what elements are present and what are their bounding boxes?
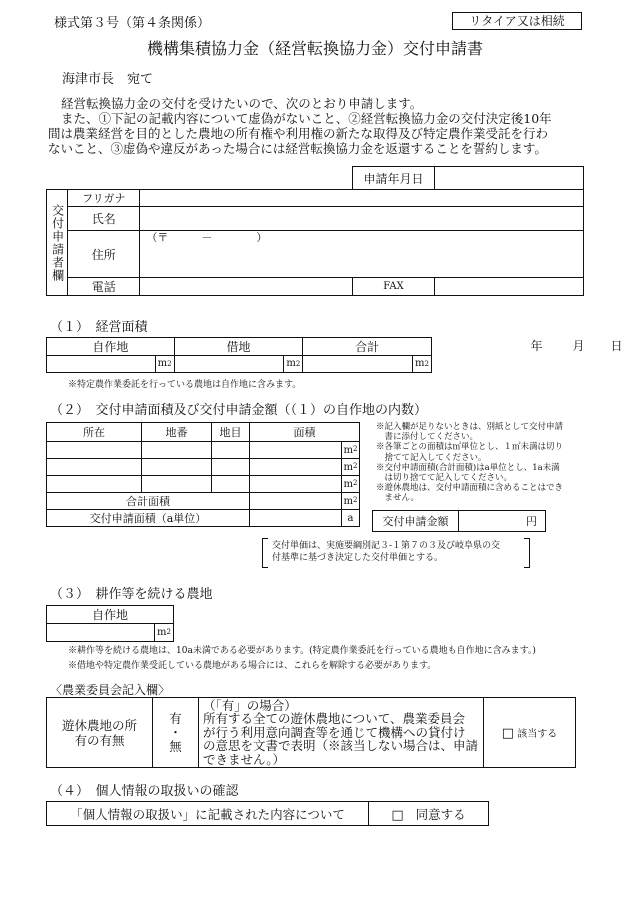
agree-checkbox[interactable]: [369, 802, 489, 826]
unit-text: m: [343, 444, 353, 456]
col-owned: 自作地: [47, 338, 175, 356]
note-line: ※記入欄が足りないときは、別紙として交付申請: [376, 422, 564, 432]
form-number: 様式第３号（第４条関係）: [54, 16, 211, 31]
unit-text: m: [286, 358, 296, 369]
owned-area-field[interactable]: [47, 356, 175, 373]
yes-no-select[interactable]: [153, 698, 199, 768]
desc-line: が行う利用意向調査等を通じて機構への貸付け: [203, 724, 466, 740]
postal-code-field[interactable]: （〒 － ）: [140, 231, 584, 244]
committee-title: 〈農業委員会記入欄〉: [50, 683, 171, 697]
unit-text: m: [343, 495, 353, 507]
applies-label: 該当する: [517, 728, 558, 740]
area-cell[interactable]: [250, 442, 342, 459]
address-label: 住所: [68, 231, 140, 278]
col-lot: 地番: [142, 423, 212, 442]
year-label: 年: [530, 338, 543, 353]
unit-cell: $m^2$: [342, 442, 360, 459]
unit-cell: $m^2$: [342, 459, 360, 476]
privacy-table: [46, 801, 489, 826]
location-cell[interactable]: [47, 459, 142, 476]
name-label: 氏名: [68, 207, 140, 231]
note-line: ※各筆ごとの面積は㎡単位とし、１㎡未満は切り: [376, 442, 564, 453]
continue-area-field[interactable]: [47, 624, 174, 642]
fax-label: FAX: [352, 278, 435, 296]
area-table: [46, 337, 432, 373]
amount-table: [372, 510, 546, 532]
section4-title: （４） 個人情報の取扱いの確認: [50, 784, 239, 799]
unit-text: m: [415, 358, 425, 369]
day-label: 日: [610, 338, 623, 353]
privacy-text: 「個人情報の取扱い」に記載された内容について: [47, 802, 369, 826]
desc-line: できません。）: [203, 751, 286, 767]
desc-line: （「有」の場合）: [203, 697, 297, 713]
land-type-cell[interactable]: [212, 476, 250, 493]
separator-dot: ・: [169, 724, 182, 740]
col-owned: 自作地: [47, 606, 174, 624]
idle-land-label: [47, 698, 153, 768]
area-cell[interactable]: [250, 476, 342, 493]
land-type-cell[interactable]: [212, 442, 250, 459]
rate-note-line: 交付単価は、実施要綱別記３-１第７の３及び岐阜県の交: [272, 541, 501, 551]
furigana-field[interactable]: [140, 190, 584, 207]
yes-option[interactable]: 有: [169, 710, 182, 726]
phone-label: 電話: [68, 278, 140, 296]
col-land-type: 地目: [212, 423, 250, 442]
desc-line: の意思を文書で表明（※該当しない場合は、申請: [203, 738, 479, 754]
total-area-field[interactable]: [250, 493, 342, 510]
date-label: 申請年月日: [352, 167, 435, 190]
leased-area-field[interactable]: [174, 356, 303, 373]
page-title: 機構集積協力金（経営転換協力金）交付申請書: [146, 39, 483, 58]
rate-note-bracket: [262, 538, 530, 566]
unit-text: m: [157, 358, 168, 369]
fax-field[interactable]: [435, 278, 584, 296]
col-total: 合計: [303, 338, 432, 356]
unit-cell: $m^2$: [283, 356, 302, 372]
col-location: 所在: [47, 423, 142, 442]
checkbox-icon[interactable]: □: [391, 807, 404, 823]
section2-notes: [376, 422, 563, 504]
phone-field[interactable]: [140, 278, 352, 296]
unit-text: m: [157, 627, 167, 638]
no-option[interactable]: 無: [169, 738, 182, 754]
month-label: 月: [572, 338, 585, 353]
idle-land-description: [199, 698, 484, 768]
intro-text: [48, 96, 552, 156]
side-label-text: 交付申請者欄: [50, 203, 65, 282]
note-line: 書に添付してください。: [376, 432, 479, 443]
note-line: ※耕作等を続ける農地は、10a未満である必要があります。(特定農作業委託を行っている農地も自作地に含みます。): [68, 646, 536, 656]
rate-note-line: 付基準に基づき決定した交付単価とする。: [272, 553, 444, 563]
note-line: ※交付申請面積(合計面積)はa単位とし、1a未満: [376, 462, 560, 473]
agree-label: 同意する: [415, 806, 466, 822]
unit-cell: $m^2$: [155, 356, 174, 372]
table-row: [47, 459, 360, 476]
lot-cell[interactable]: [142, 476, 212, 493]
location-cell[interactable]: [47, 442, 142, 459]
name-field[interactable]: [140, 207, 584, 231]
unit-a: a: [342, 510, 360, 527]
retire-box: リタイア又は相続: [452, 12, 582, 30]
note-line: は切り捨てて記入してください。: [376, 473, 513, 484]
amount-label: 交付申請金額: [373, 511, 459, 532]
rate-note: [272, 540, 500, 564]
furigana-label: フリガナ: [68, 190, 140, 207]
bracket-left: [262, 538, 268, 568]
parcel-table: [46, 422, 360, 527]
note-line: ※借地や特定農作業受託している農地がある場合には、これらを解除する必要があります。: [68, 661, 437, 671]
total-area-field[interactable]: [303, 356, 432, 373]
area-cell[interactable]: [250, 459, 342, 476]
table-row: [47, 442, 360, 459]
apply-area-label: 交付申請面積（a単位）: [47, 510, 250, 527]
unit-text: m: [343, 478, 353, 490]
desc-line: 所有する全ての遊休農地について、農業委員会: [203, 711, 466, 727]
committee-table: [46, 697, 576, 768]
land-type-cell[interactable]: [212, 459, 250, 476]
applicant-side-label: [47, 190, 68, 296]
intro-line: 経営転換協力金の交付を受けたいので、次のとおり申請します。: [61, 96, 423, 111]
checkbox-icon[interactable]: □: [501, 725, 515, 741]
section1-note: ※特定農作業委託を行っている農地は自作地に含みます。: [68, 380, 302, 390]
lot-cell[interactable]: [142, 442, 212, 459]
unit-cell: $m^2$: [342, 493, 360, 510]
lot-cell[interactable]: [142, 459, 212, 476]
apply-area-field[interactable]: [250, 510, 342, 527]
unit-cell: $m^2$: [342, 476, 360, 493]
applies-checkbox[interactable]: [484, 698, 576, 768]
table-row: [47, 476, 360, 493]
intro-line: また、①下記の記載内容について虚偽がないこと、②経営転換協力金の交付決定後10年: [61, 111, 552, 126]
unit-cell: $m^2$: [412, 356, 431, 372]
note-line: ※遊休農地は、交付申請面積に含めることはでき: [376, 483, 564, 494]
continue-table: [46, 605, 174, 642]
label-line: 有の有無: [74, 732, 125, 748]
intro-line: ないこと、③虚偽や違反があった場合には経営転換協力金を返還することを誓約します。: [48, 141, 547, 156]
section3-notes: [68, 644, 536, 674]
col-area: 面積: [250, 423, 360, 442]
unit-cell: $m^2$: [154, 624, 173, 641]
section1-title: （１） 経営面積: [50, 320, 148, 335]
date-field[interactable]: [435, 167, 623, 353]
address-field[interactable]: [140, 244, 584, 278]
label-line: 遊休農地の所: [61, 717, 137, 733]
amount-field[interactable]: [459, 511, 546, 532]
intro-line: 間は農業経営を目的とした農地の所有権や利用権の新たな取得及び特定農作業受託を行わ: [48, 126, 549, 141]
unit-text: m: [343, 461, 353, 473]
addressee: 海津市長 宛て: [62, 72, 154, 87]
section3-title: （３） 耕作等を続ける農地: [50, 587, 213, 602]
col-leased: 借地: [174, 338, 303, 356]
note-line: ません。: [376, 493, 420, 504]
yen-label: 円: [526, 515, 537, 528]
total-area-label: 合計面積: [47, 493, 250, 510]
note-line: 捨てて記入してください。: [376, 452, 487, 463]
location-cell[interactable]: [47, 476, 142, 493]
section2-title: （２） 交付申請面積及び交付申請金額（（１）の自作地の内数）: [50, 403, 428, 418]
bracket-right: [524, 538, 530, 568]
